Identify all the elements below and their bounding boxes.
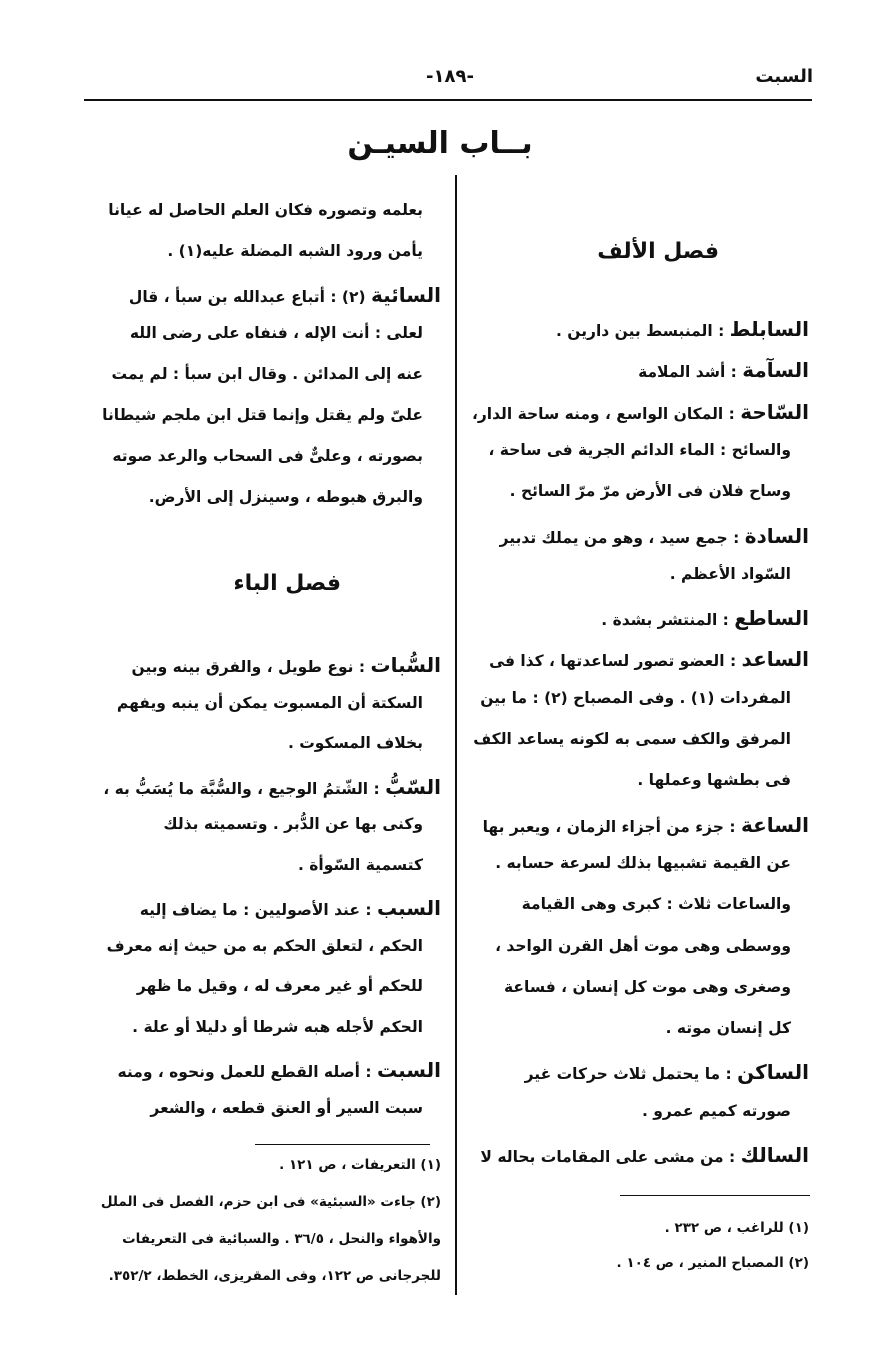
text-line — [132, 1018, 423, 1036]
entry-text: سبت السير أو العنق قطعه ، والشعر — [150, 1098, 423, 1117]
entry-text: بصورته ، وعلىٌّ فى السحاب والرعد صوته — [112, 447, 423, 465]
entry-text: المرفق والكف سمى به لكونه يساعد الكف — [473, 730, 791, 748]
entry-text: عن القيمة تشبيها بذلك لسرعة حسابه . — [495, 853, 791, 872]
text-line — [140, 896, 441, 920]
text-line — [495, 937, 791, 955]
entry-text: : المنبسط بين دارين . — [556, 322, 730, 340]
text-line — [522, 895, 791, 913]
entry-text: : العضو تصور لساعدتها ، كذا فى — [489, 652, 742, 671]
footnote-rule-right — [620, 1195, 810, 1196]
entry-text: : الشّتمُ الوجيع ، والسُّبَّة ما يُسَبُّ به ، — [103, 779, 386, 798]
text-line — [149, 488, 423, 506]
text-line — [167, 242, 423, 260]
text-line — [480, 1143, 809, 1167]
text-line — [666, 1019, 791, 1037]
text-line — [298, 856, 423, 874]
footnote: والأهواء والنحل ، ٣٦/٥ . والسبائية فى التعريفات — [122, 1231, 441, 1247]
entry-term: السبب — [376, 896, 441, 920]
header-rule — [84, 99, 812, 101]
entry-term: السادة — [744, 523, 809, 548]
right-column — [464, 195, 809, 1195]
entry-text: : المنتشر بشدة . — [601, 611, 735, 630]
text-line — [112, 365, 423, 383]
text-line — [642, 1102, 791, 1120]
text-line — [473, 730, 791, 748]
entry-term: الساطع — [734, 606, 809, 631]
entry-term: السّاحة — [740, 399, 809, 424]
text-line — [500, 524, 809, 548]
entry-text: السكتة أن المسبوت يمكن أن ينبه ويفهم — [116, 693, 423, 712]
entry-text: بخلاف المسكوت . — [287, 734, 423, 752]
text-line — [670, 565, 791, 583]
text-line — [118, 1058, 442, 1082]
entry-term: السالك — [740, 1143, 809, 1167]
entry-text: (٢) : أتباع عبدالله بن سبأ ، قال — [128, 288, 371, 306]
text-line — [638, 358, 809, 382]
entry-text: المفردات (١) . وفى المصباح (٢) : ما بين — [480, 688, 791, 707]
text-line — [132, 653, 442, 677]
text-line — [489, 441, 792, 459]
footnote-rule-left — [255, 1144, 430, 1145]
entry-text: والسائح : الماء الدائم الجرية فى ساحة ، — [488, 440, 791, 459]
text-line — [117, 694, 423, 712]
text-line — [288, 734, 423, 752]
footnote: (١) التعريفات ، ص ١٢١ . — [279, 1157, 441, 1173]
entry-text: وساح فلان فى الأرض مرّ مرّ السائح . — [509, 482, 791, 501]
text-line — [102, 406, 423, 424]
entry-text: عنه إلى المدائن . وقال ابن سبأ : لم يمت — [111, 365, 423, 383]
entry-term: السائية — [370, 283, 441, 307]
text-line — [112, 447, 423, 465]
entry-text: والساعات ثلاث : كبرى وهى القيامة — [521, 895, 791, 914]
text-line — [637, 771, 791, 789]
entry-text: كتسمية السّوأة . — [298, 855, 423, 874]
entry-text: الحكم ، لتعلق الحكم به من حيث إنه معرف — [106, 936, 423, 955]
entry-term: الساعة — [740, 812, 809, 837]
entry-text: يأمن ورود الشبه المضلة عليه(١) . — [167, 242, 423, 260]
text-line — [489, 647, 809, 671]
entry-text: : أشد الملامة — [638, 363, 743, 382]
entry-term: الساكن — [737, 1060, 809, 1085]
text-line — [601, 606, 809, 630]
entry-text: : عند الأصوليين : ما يضاف إليه — [139, 901, 377, 919]
entry-text: : نوع طويل ، والفرق بينه وبين — [131, 658, 371, 676]
text-line — [504, 978, 791, 996]
text-line — [129, 283, 441, 307]
text-line — [510, 482, 791, 500]
entry-text: لعلى : أنت الإله ، فنفاه على رضى الله — [129, 324, 423, 342]
section-heading-ba: فصل الباء — [233, 571, 341, 596]
footnote: (٢) جاءت «السبئية» فى ابن حزم، الفصل فى الملل — [100, 1194, 441, 1210]
entry-text: للحكم أو غير معرف له ، وقيل ما ظهر — [136, 977, 423, 995]
entry-text: بعلمه وتصوره فكان العلم الحاصل له عيانا — [108, 201, 423, 219]
entry-text: وصغرى وهى موت كل إنسان ، فساعة — [504, 977, 791, 996]
footnote: للجرجانى ص ١٢٢، وفى المقريزى، الخطط، ٣٥٢/٢. — [108, 1268, 441, 1284]
entry-term: السّبُّ — [385, 774, 441, 799]
entry-term: السبت — [376, 1058, 441, 1082]
running-head: السبت — [755, 66, 813, 87]
entry-text: كل إنسان موته . — [665, 1019, 791, 1038]
entry-text: الحكم لأجله هبه شرطا أو دليلا أو علة . — [132, 1017, 423, 1036]
entry-text: : من مشى على المقامات بحاله لا — [480, 1148, 741, 1166]
entry-text: : المكان الواسع ، ومنه ساحة الدار، — [471, 404, 741, 423]
chapter-title: بــاب السيـن — [347, 126, 533, 161]
page-number: -١٨٩- — [426, 66, 474, 87]
text-line — [163, 815, 423, 833]
entry-text: : أصله القطع للعمل ونحوه ، ومنه — [117, 1063, 377, 1081]
entry-term: السُّبات — [370, 653, 441, 677]
entry-text: فى بطشها وعملها . — [637, 771, 791, 790]
entry-text: : جمع سيد ، وهو من يملك تدبير — [499, 528, 745, 547]
entry-text: : ما يحتمل ثلاث حركات غير — [524, 1065, 738, 1084]
entry-term: السآمة — [742, 358, 809, 383]
entry-text: : جزء من أجزاء الزمان ، ويعبر بها — [482, 817, 741, 836]
entry-text: وكنى بها عن الدُّبر . وتسميته بذلك — [163, 815, 423, 833]
text-line — [150, 1099, 423, 1117]
entry-term: السابلط — [729, 317, 809, 341]
footnote: (٢) المصباح المنير ، ص ١٠٤ . — [616, 1255, 809, 1271]
text-line — [483, 813, 809, 837]
text-line — [472, 400, 809, 424]
text-line — [107, 937, 423, 955]
text-line — [137, 977, 423, 995]
entry-text: السّواد الأعظم . — [669, 564, 791, 583]
entry-text: علىّ ولم يقتل وإنما قتل ابن ملجم شيطانا — [102, 406, 423, 424]
text-line — [108, 201, 423, 219]
footnote: (١) للراغب ، ص ٢٣٢ . — [664, 1220, 809, 1236]
section-heading-alef: فصل الألف — [597, 239, 719, 264]
entry-text: والبرق هبوطه ، وسينزل إلى الأرض. — [148, 488, 423, 506]
text-line — [103, 775, 441, 799]
entry-text: صورته كميم عمرو . — [641, 1101, 791, 1120]
entry-text: ووسطى وهى موت أهل القرن الواحد ، — [495, 936, 791, 955]
text-line — [130, 324, 423, 342]
text-line — [525, 1060, 809, 1084]
entry-term: الساعد — [741, 647, 809, 672]
text-line — [495, 854, 791, 872]
text-line — [480, 689, 791, 707]
left-column — [96, 195, 441, 1195]
column-divider — [455, 175, 457, 1295]
text-line — [556, 317, 809, 341]
